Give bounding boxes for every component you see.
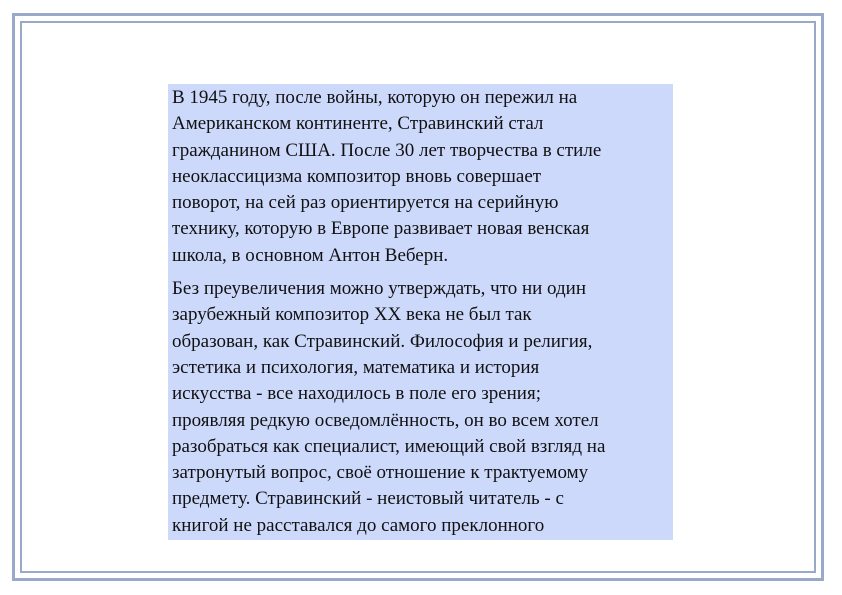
text-line: эстетика и психология, математика и история [172,356,540,378]
text-line: образован, как Стравинский. Философия и религия, [172,330,593,352]
text-box [168,84,673,540]
text-line: проявляя редкую осведомлённость, он во всем хотел [172,409,599,431]
text-line: затронутый вопрос, своё отношение к трактуемому [172,462,589,484]
text-line: технику, которую в Европе развивает новая венская [172,218,590,240]
text-line: предмету. Стравинский - неистовый читатель - с [172,488,564,510]
text-line: поворот, на сей раз ориентируется на серийную [172,192,559,214]
text-line: Без преувеличения можно утверждать, что ни один [172,278,587,300]
text-line: разобраться как специалист, имеющий свой взгляд на [172,435,606,457]
text-line: Американском континенте, Стравинский стал [172,113,544,135]
text-line: неоклассицизма композитор вновь совершает [172,165,542,187]
text-line: В 1945 году, после войны, которую он пережил на [172,87,578,108]
text-line: книгой не расставался до самого преклонного [172,514,545,536]
paragraph-2 [172,276,669,539]
text-line: школа, в основном Антон Веберн. [172,244,449,266]
paragraph-1 [172,85,669,269]
text-line: искусства - все находилось в поле его зрения; [172,383,541,405]
text-line: зарубежный композитор XX века не был так [172,304,532,326]
text-line: гражданином США. После 30 лет творчества в стиле [172,139,602,161]
